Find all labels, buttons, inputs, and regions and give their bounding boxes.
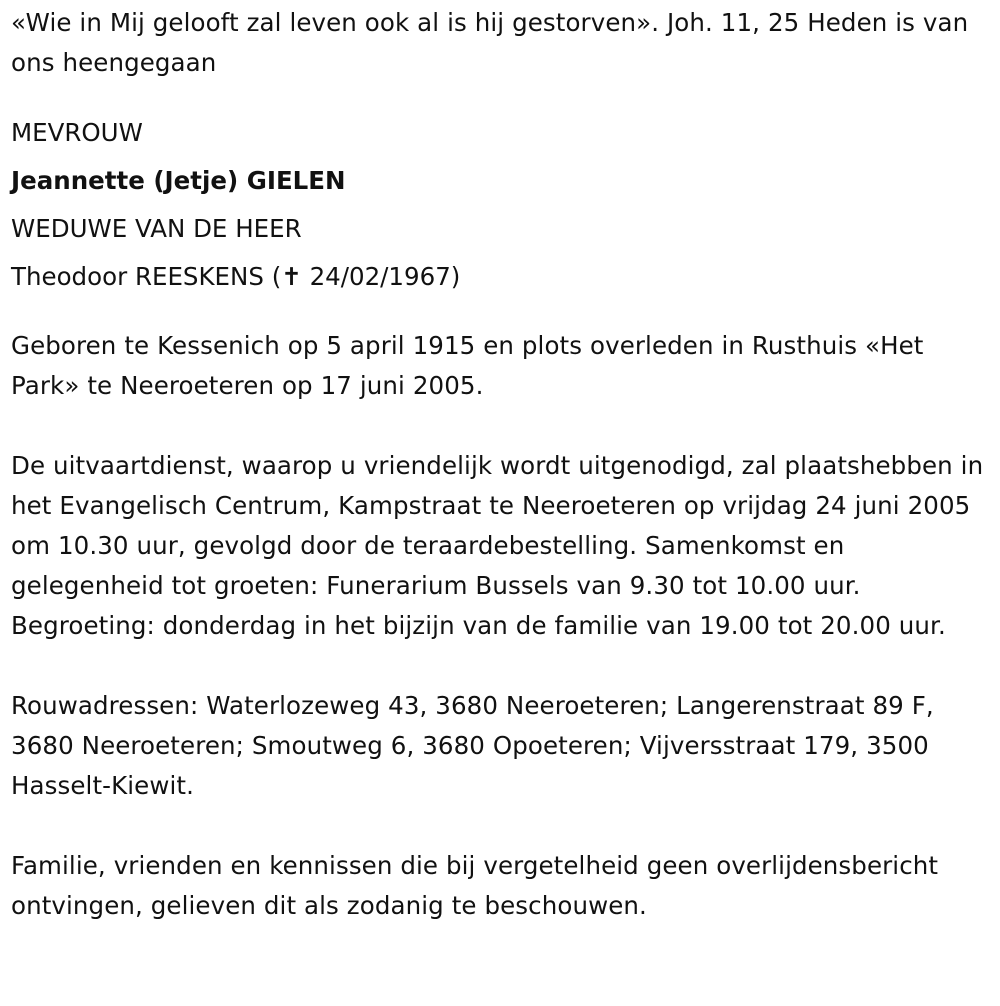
paragraph-spacer [11, 406, 993, 446]
intro-quote: «Wie in Mij gelooft zal leven ook al is hij gestorven». Joh. 11, 25 Heden is van ons heengegaan [11, 8, 969, 77]
husband-name: Theodoor REESKENS (✝ 24/02/1967) [11, 262, 461, 291]
paragraph-spacer [11, 646, 993, 686]
closing-paragraph: Familie, vrienden en kennissen die bij vergetelheid geen overlijdensbericht ontvingen, gelieven dit als zodanig te beschouwen. [11, 851, 939, 920]
paragraph-spacer [11, 806, 993, 846]
birth-death-paragraph: Geboren te Kessenich op 5 april 1915 en plots overleden in Rusthuis «Het Park» te Neeroeteren op 17 juni 2005. [11, 331, 924, 400]
addresses-paragraph: Rouwadressen: Waterlozeweg 43, 3680 Neeroeteren; Langerenstraat 89 F, 3680 Neeroeteren; Smoutweg 6, 3680 Opoeteren; Vijversstraat 179, 3500 Hasselt-Kiewit. [11, 691, 934, 800]
deceased-name: Jeannette (Jetje) GIELEN [11, 166, 346, 195]
obituary-document [11, 0, 993, 926]
deceased-block [11, 109, 993, 301]
title-label: MEVROUW [11, 118, 143, 147]
funeral-paragraph: De uitvaartdienst, waarop u vriendelijk wordt uitgenodigd, zal plaatshebben in het Evangelisch Centrum, Kampstraat te Neeroeteren op vrijdag 24 juni 2005 om 10.30 uur, gevolgd door de teraardebestelling. Samenkomst en gelegenheid tot groeten: Funerarium Bussels van 9.30 tot 10.00 uur. Begroeting: donderdag in het bijzijn van de familie van 19.00 tot 20.00 uur. [11, 451, 984, 640]
widow-label: WEDUWE VAN DE HEER [11, 214, 302, 243]
